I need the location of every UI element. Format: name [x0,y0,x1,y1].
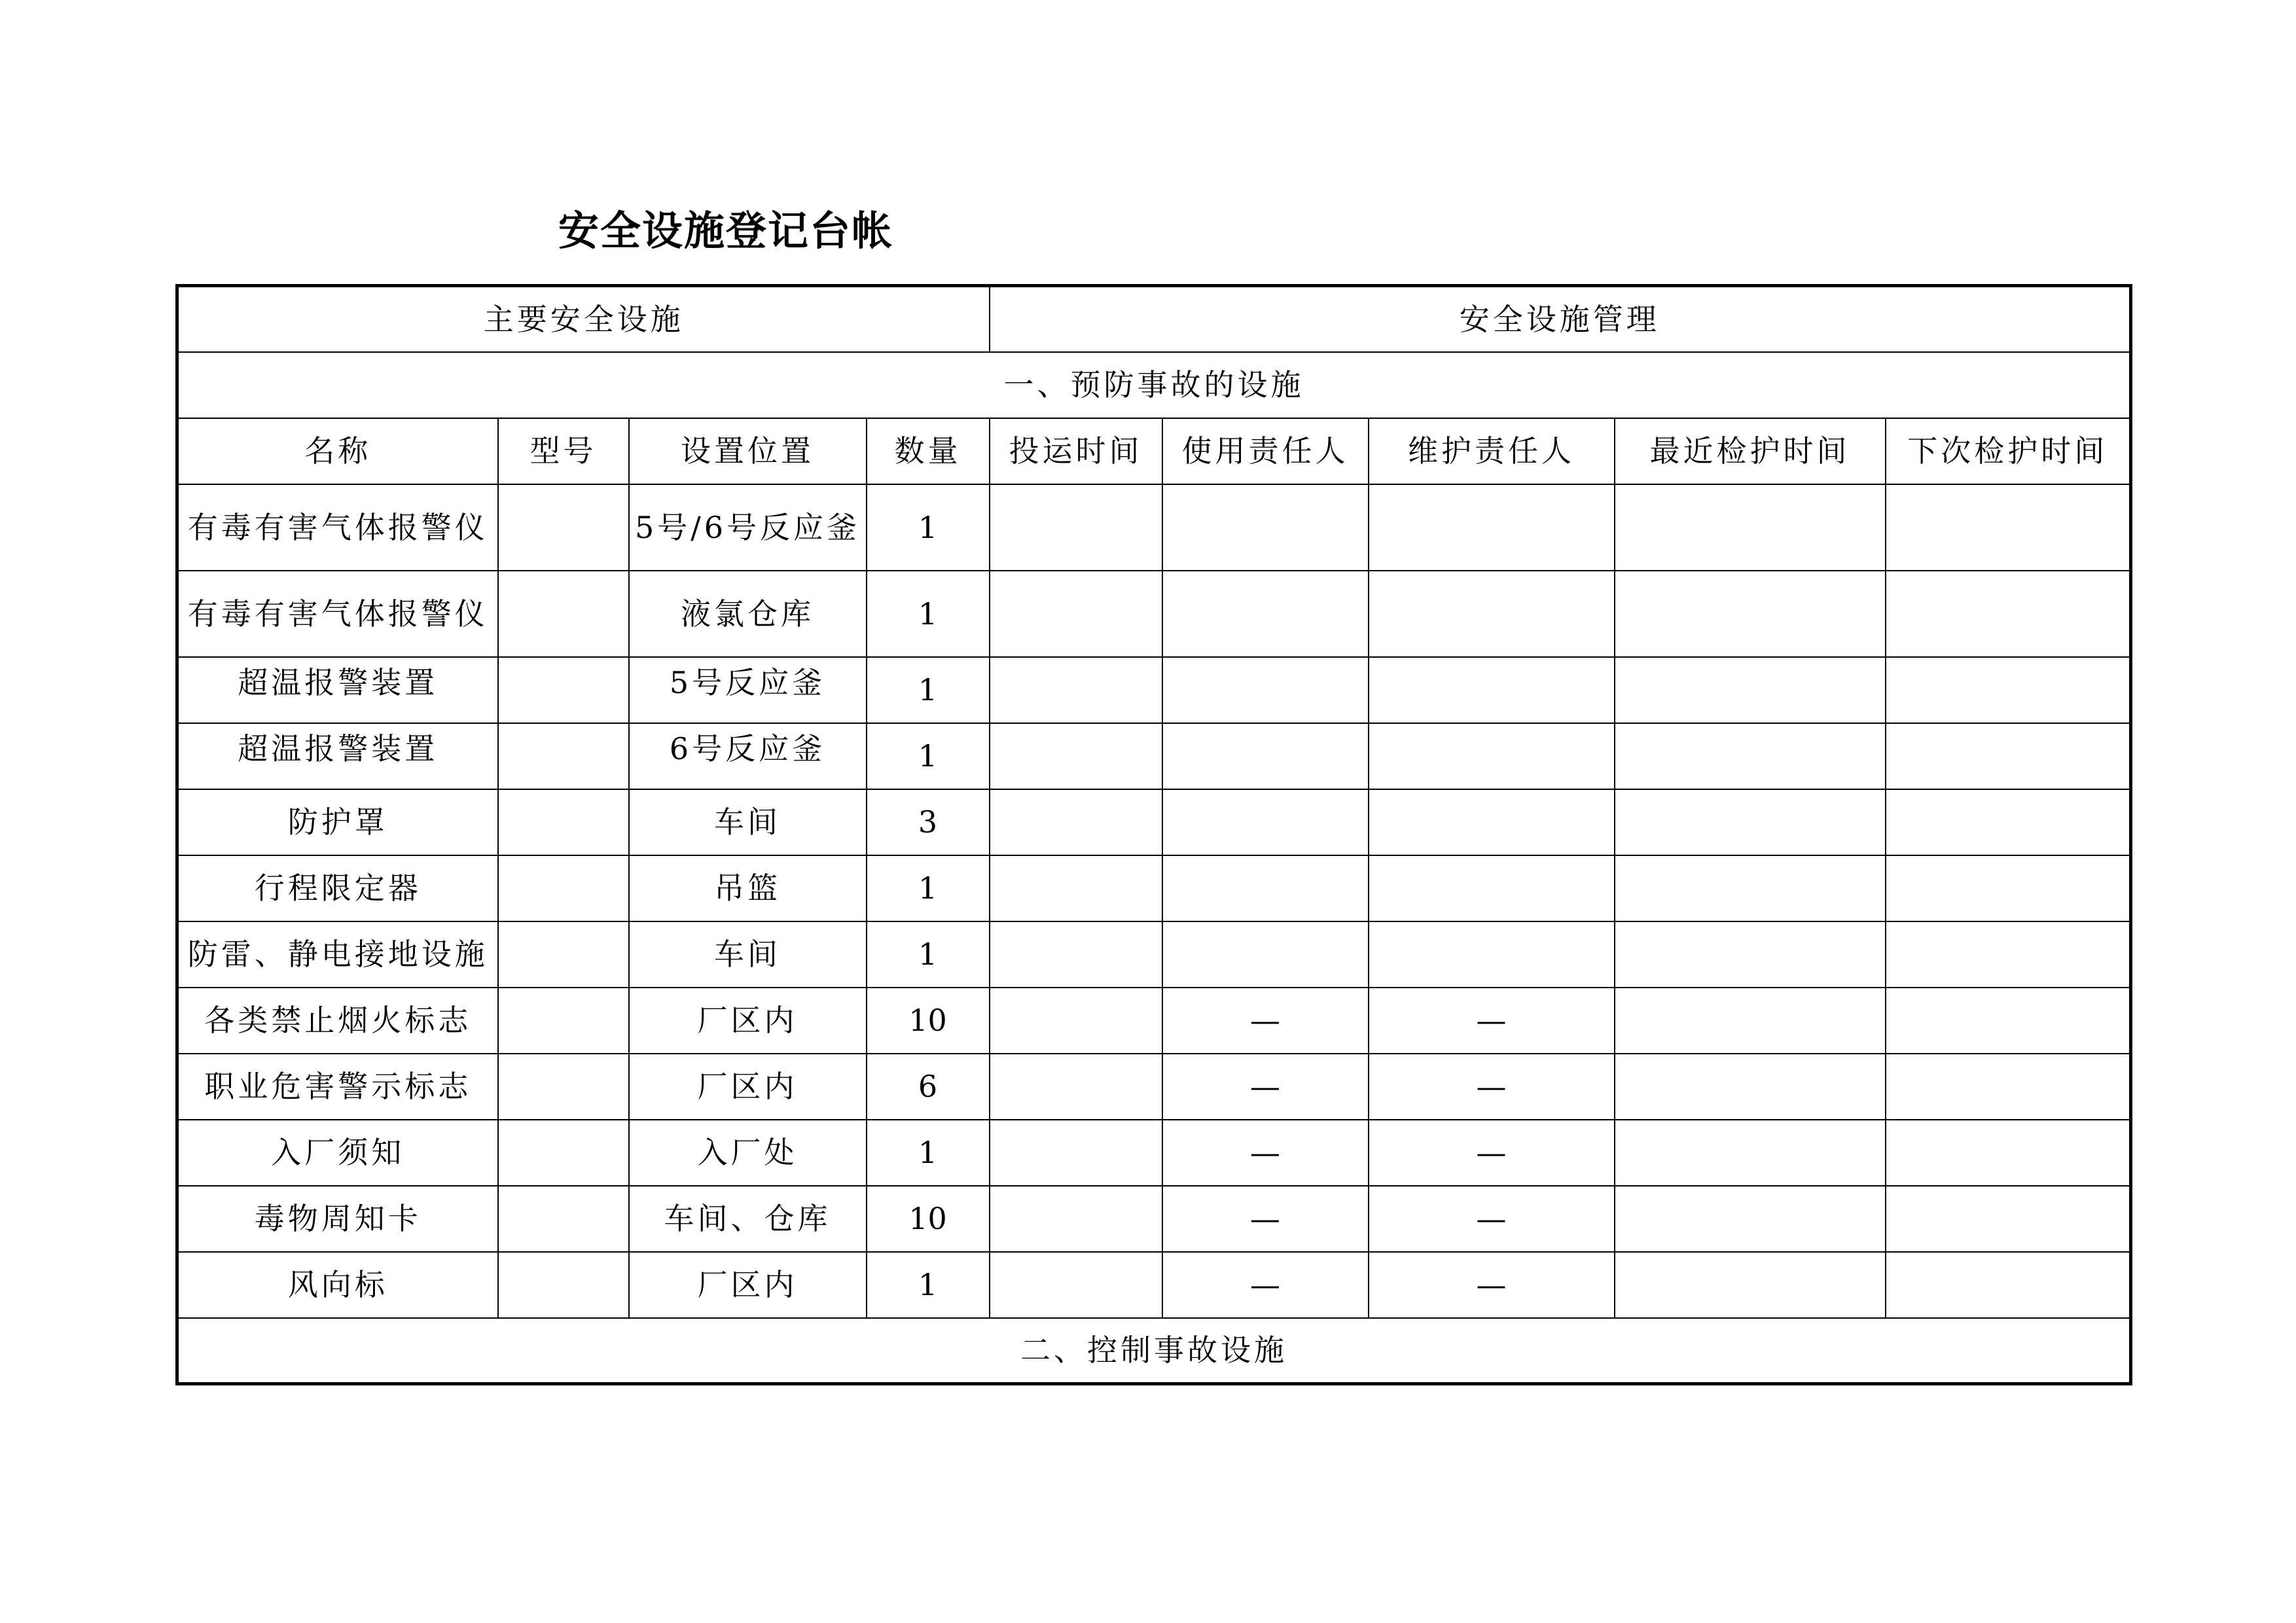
cell-next-inspection [1886,1252,2131,1318]
cell-quantity: 1 [867,723,990,789]
cell-next-inspection [1886,1186,2131,1252]
cell-maintainer-in-charge: — [1369,1120,1615,1186]
cell-quantity: 1 [867,484,990,571]
page-title: 安全设施登记台帐 [558,207,894,255]
cell-user-in-charge [1162,855,1369,921]
column-header: 使用责任人 [1162,418,1369,484]
table-row [177,1120,2131,1186]
cell-next-inspection [1886,484,2131,571]
section-row [177,352,2131,418]
cell-user-in-charge [1162,921,1369,988]
cell-model [498,484,629,571]
column-header-row [177,418,2131,484]
cell-last-inspection [1615,988,1886,1054]
cell-user-in-charge [1162,484,1369,571]
cell-quantity: 10 [867,988,990,1054]
cell-location: 厂区内 [629,988,867,1054]
cell-maintainer-in-charge [1369,921,1615,988]
cell-maintainer-in-charge: — [1369,1252,1615,1318]
cell-quantity: 1 [867,921,990,988]
table-row [177,1186,2131,1252]
cell-model [498,855,629,921]
cell-user-in-charge: — [1162,1120,1369,1186]
cell-model [498,1186,629,1252]
cell-next-inspection [1886,571,2131,657]
group-header-main-facilities: 主要安全设施 [177,286,990,352]
cell-next-inspection [1886,1054,2131,1120]
cell-model [498,789,629,855]
cell-maintainer-in-charge [1369,571,1615,657]
cell-quantity: 1 [867,571,990,657]
section-control-title: 二、控制事故设施 [177,1318,2131,1384]
cell-next-inspection [1886,723,2131,789]
cell-quantity: 1 [867,657,990,723]
cell-next-inspection [1886,855,2131,921]
cell-model [498,921,629,988]
cell-model [498,988,629,1054]
cell-last-inspection [1615,1054,1886,1120]
cell-location: 厂区内 [629,1252,867,1318]
cell-location: 车间 [629,789,867,855]
cell-maintainer-in-charge [1369,789,1615,855]
cell-model [498,723,629,789]
table-row [177,921,2131,988]
cell-maintainer-in-charge [1369,484,1615,571]
cell-user-in-charge: — [1162,988,1369,1054]
column-header: 设置位置 [629,418,867,484]
cell-start-time [990,1252,1162,1318]
cell-user-in-charge [1162,723,1369,789]
cell-start-time [990,789,1162,855]
cell-start-time [990,1054,1162,1120]
cell-name: 行程限定器 [177,855,498,921]
cell-quantity: 1 [867,1120,990,1186]
cell-name: 有毒有害气体报警仪 [177,484,498,571]
column-header: 维护责任人 [1369,418,1615,484]
column-header: 数量 [867,418,990,484]
cell-last-inspection [1615,1186,1886,1252]
cell-user-in-charge [1162,789,1369,855]
cell-name: 防雷、静电接地设施 [177,921,498,988]
column-header: 投运时间 [990,418,1162,484]
table-row [177,484,2131,571]
cell-model [498,1252,629,1318]
cell-quantity: 1 [867,855,990,921]
cell-name: 防护罩 [177,789,498,855]
cell-user-in-charge [1162,571,1369,657]
cell-next-inspection [1886,988,2131,1054]
cell-last-inspection [1615,657,1886,723]
section-row [177,1318,2131,1384]
cell-location: 车间、仓库 [629,1186,867,1252]
cell-location: 5号/6号反应釜 [629,484,867,571]
cell-location: 6号反应釜 [629,723,867,789]
cell-location: 液氯仓库 [629,571,867,657]
cell-user-in-charge: — [1162,1252,1369,1318]
cell-last-inspection [1615,1120,1886,1186]
cell-location: 入厂处 [629,1120,867,1186]
cell-start-time [990,855,1162,921]
cell-name: 超温报警装置 [177,657,498,723]
table-row [177,723,2131,789]
cell-quantity: 1 [867,1252,990,1318]
column-header: 型号 [498,418,629,484]
cell-quantity: 3 [867,789,990,855]
column-header: 下次检护时间 [1886,418,2131,484]
cell-quantity: 6 [867,1054,990,1120]
table-row [177,657,2131,723]
cell-name: 职业危害警示标志 [177,1054,498,1120]
cell-next-inspection [1886,1120,2131,1186]
cell-start-time [990,1186,1162,1252]
cell-start-time [990,723,1162,789]
cell-next-inspection [1886,789,2131,855]
column-header: 最近检护时间 [1615,418,1886,484]
cell-next-inspection [1886,657,2131,723]
cell-user-in-charge [1162,657,1369,723]
cell-maintainer-in-charge: — [1369,1186,1615,1252]
cell-start-time [990,657,1162,723]
cell-start-time [990,571,1162,657]
cell-quantity: 10 [867,1186,990,1252]
cell-start-time [990,484,1162,571]
table-row [177,855,2131,921]
cell-user-in-charge: — [1162,1054,1369,1120]
cell-model [498,1054,629,1120]
cell-name: 风向标 [177,1252,498,1318]
cell-model [498,657,629,723]
cell-start-time [990,988,1162,1054]
cell-maintainer-in-charge [1369,855,1615,921]
table-row [177,571,2131,657]
cell-model [498,571,629,657]
cell-maintainer-in-charge [1369,657,1615,723]
cell-last-inspection [1615,855,1886,921]
group-header-row [177,286,2131,352]
table-row [177,789,2131,855]
cell-next-inspection [1886,921,2131,988]
cell-location: 车间 [629,921,867,988]
cell-last-inspection [1615,789,1886,855]
cell-name: 有毒有害气体报警仪 [177,571,498,657]
cell-user-in-charge: — [1162,1186,1369,1252]
table-row [177,988,2131,1054]
cell-location: 5号反应釜 [629,657,867,723]
section-prevention-title: 一、预防事故的设施 [177,352,2131,418]
cell-location: 吊篮 [629,855,867,921]
cell-start-time [990,921,1162,988]
cell-model [498,1120,629,1186]
cell-last-inspection [1615,1252,1886,1318]
column-header: 名称 [177,418,498,484]
cell-last-inspection [1615,571,1886,657]
group-header-facility-management: 安全设施管理 [990,286,2131,352]
cell-maintainer-in-charge: — [1369,1054,1615,1120]
cell-last-inspection [1615,921,1886,988]
cell-name: 超温报警装置 [177,723,498,789]
cell-last-inspection [1615,484,1886,571]
table-row [177,1252,2131,1318]
cell-location: 厂区内 [629,1054,867,1120]
cell-maintainer-in-charge [1369,723,1615,789]
cell-start-time [990,1120,1162,1186]
cell-maintainer-in-charge: — [1369,988,1615,1054]
cell-name: 入厂须知 [177,1120,498,1186]
cell-last-inspection [1615,723,1886,789]
cell-name: 各类禁止烟火标志 [177,988,498,1054]
cell-name: 毒物周知卡 [177,1186,498,1252]
facility-ledger-table [175,284,2132,1385]
table-row [177,1054,2131,1120]
